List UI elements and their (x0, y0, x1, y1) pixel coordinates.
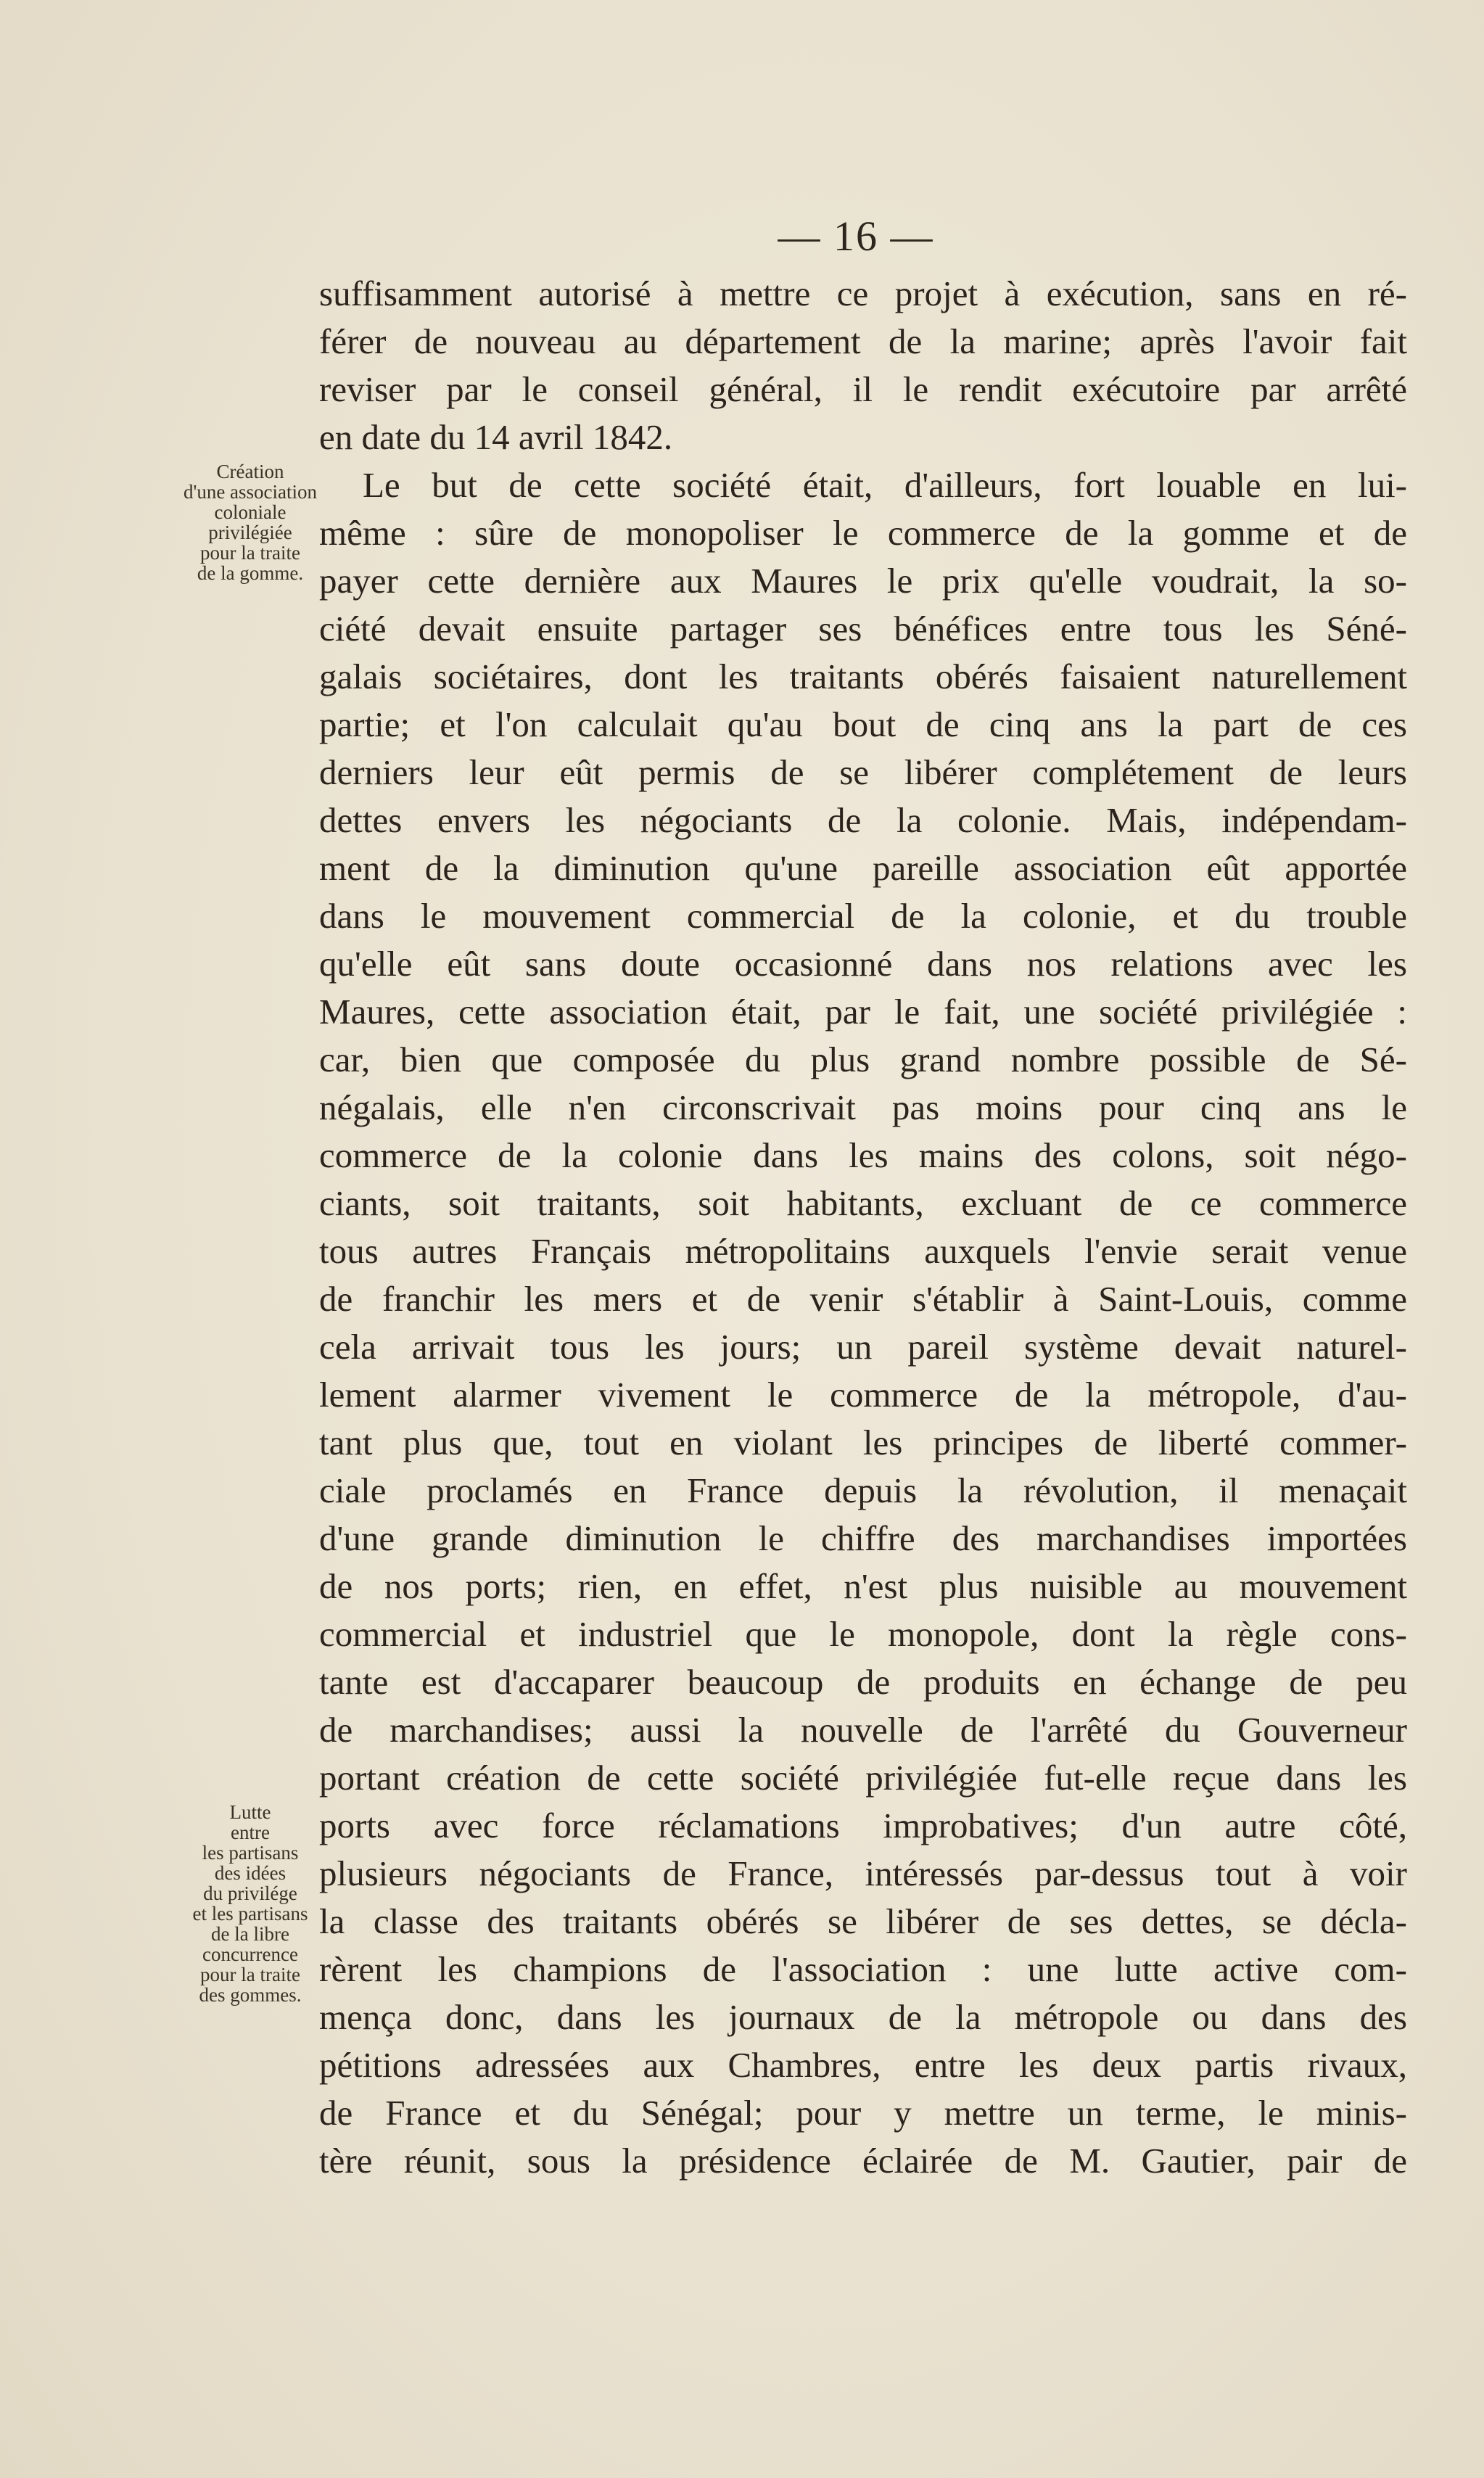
margin-note-line: pour la traite (200, 542, 300, 564)
margin-note-line: des idées (214, 1862, 287, 1884)
text-line: d'une grande diminution le chiffre des marchandises importées (319, 1518, 1407, 1558)
text-line: férer de nouveau au département de la marine; après l'avoir fait (319, 321, 1407, 361)
text-line: de franchir les mers et de venir s'établir à Saint-Louis, comme (319, 1279, 1407, 1319)
text-line: mença donc, dans les journaux de la métropole ou dans des (319, 1997, 1407, 2037)
text-line: tous autres Français métropolitains auxquels l'envie serait venue (319, 1231, 1407, 1271)
text-line: dans le mouvement commercial de la colonie, et du trouble (319, 896, 1407, 936)
text-line: de nos ports; rien, en effet, n'est plus nuisible au mouvement (319, 1566, 1407, 1606)
body-text (319, 270, 1407, 2185)
text-line: commercial et industriel que le monopole, dont la règle cons- (319, 1614, 1407, 1654)
margin-note-line: de la libre (211, 1923, 289, 1945)
text-line: tant plus que, tout en violant les principes de liberté commer- (319, 1423, 1407, 1462)
margin-note-line: coloniale (214, 501, 287, 523)
text-line: en date du 14 avril 1842. (319, 417, 673, 457)
margin-note-line: et les partisans (192, 1903, 308, 1925)
text-line: reviser par le conseil général, il le rendit exécutoire par arrêté (319, 369, 1407, 409)
text-line: ciété devait ensuite partager ses bénéfices entre tous les Séné- (319, 609, 1407, 649)
text-line: ciale proclamés en France depuis la révolution, il menaçait (319, 1470, 1407, 1510)
text-line: dettes envers les négociants de la colonie. Mais, indépendam- (319, 800, 1407, 840)
text-line: pétitions adressées aux Chambres, entre les deux partis rivaux, (319, 2045, 1407, 2085)
margin-note-line: entre (231, 1822, 270, 1843)
text-line: commerce de la colonie dans les mains des colons, soit négo- (319, 1135, 1407, 1175)
text-line: car, bien que composée du plus grand nombre possible de Sé- (319, 1040, 1407, 1079)
text-line: plusieurs négociants de France, intéressés par-dessus tout à voir (319, 1853, 1407, 1893)
margin-note-line: les partisans (202, 1842, 299, 1864)
margin-note-line: d'une association (183, 481, 318, 503)
margin-note-line: Lutte (229, 1801, 271, 1823)
text-line: payer cette dernière aux Maures le prix qu'elle voudrait, la so- (319, 561, 1407, 601)
text-line: lement alarmer vivement le commerce de la métropole, d'au- (319, 1375, 1407, 1415)
text-line: Le but de cette société était, d'ailleurs, fort louable en lui- (363, 465, 1407, 505)
text-line: la classe des traitants obérés se libérer de ses dettes, se décla- (319, 1901, 1407, 1941)
margin-note-line: des gommes. (199, 1984, 302, 2006)
text-line: galais sociétaires, dont les traitants obérés faisaient naturellement (319, 656, 1407, 696)
margin-note-line: de la gomme. (197, 562, 304, 584)
text-line: de marchandises; aussi la nouvelle de l'arrêté du Gouverneur (319, 1710, 1407, 1750)
text-line: qu'elle eût sans doute occasionné dans nos relations avec les (319, 944, 1407, 984)
text-line: tante est d'accaparer beaucoup de produits en échange de peu (319, 1662, 1407, 1702)
text-line: portant création de cette société privilégiée fut-elle reçue dans les (319, 1758, 1407, 1798)
text-line: partie; et l'on calculait qu'au bout de cinq ans la part de ces (319, 704, 1407, 744)
text-line: ment de la diminution qu'une pareille association eût apportée (319, 848, 1407, 888)
text-line: cela arrivait tous les jours; un pareil système devait naturel- (319, 1327, 1407, 1367)
text-line: derniers leur eût permis de se libérer complétement de leurs (319, 752, 1407, 792)
text-line: Maures, cette association était, par le fait, une société privilégiée : (319, 992, 1407, 1032)
text-line: même : sûre de monopoliser le commerce de la gomme et de (319, 513, 1407, 553)
text-line: ciants, soit traitants, soit habitants, excluant de ce commerce (319, 1183, 1407, 1223)
margin-note-line: du privilége (203, 1882, 297, 1904)
page-number: — 16 — (778, 213, 934, 260)
margin-note-line: concurrence (202, 1943, 298, 1965)
text-line: de France et du Sénégal; pour y mettre un terme, le minis- (319, 2093, 1407, 2133)
text-line: rèrent les champions de l'association : une lutte active com- (319, 1949, 1407, 1989)
text-line: tère réunit, sous la présidence éclairée de M. Gautier, pair de (319, 2141, 1407, 2181)
margin-note-line: privilégiée (208, 522, 292, 543)
text-line: négalais, elle n'en circonscrivait pas moins pour cinq ans le (319, 1087, 1407, 1127)
text-line: suffisamment autorisé à mettre ce projet à exécution, sans en ré- (319, 273, 1407, 313)
margin-note-line: pour la traite (200, 1964, 300, 1985)
margin-note-line: Création (216, 461, 284, 482)
text-line: ports avec force réclamations improbatives; d'un autre côté, (319, 1806, 1407, 1845)
